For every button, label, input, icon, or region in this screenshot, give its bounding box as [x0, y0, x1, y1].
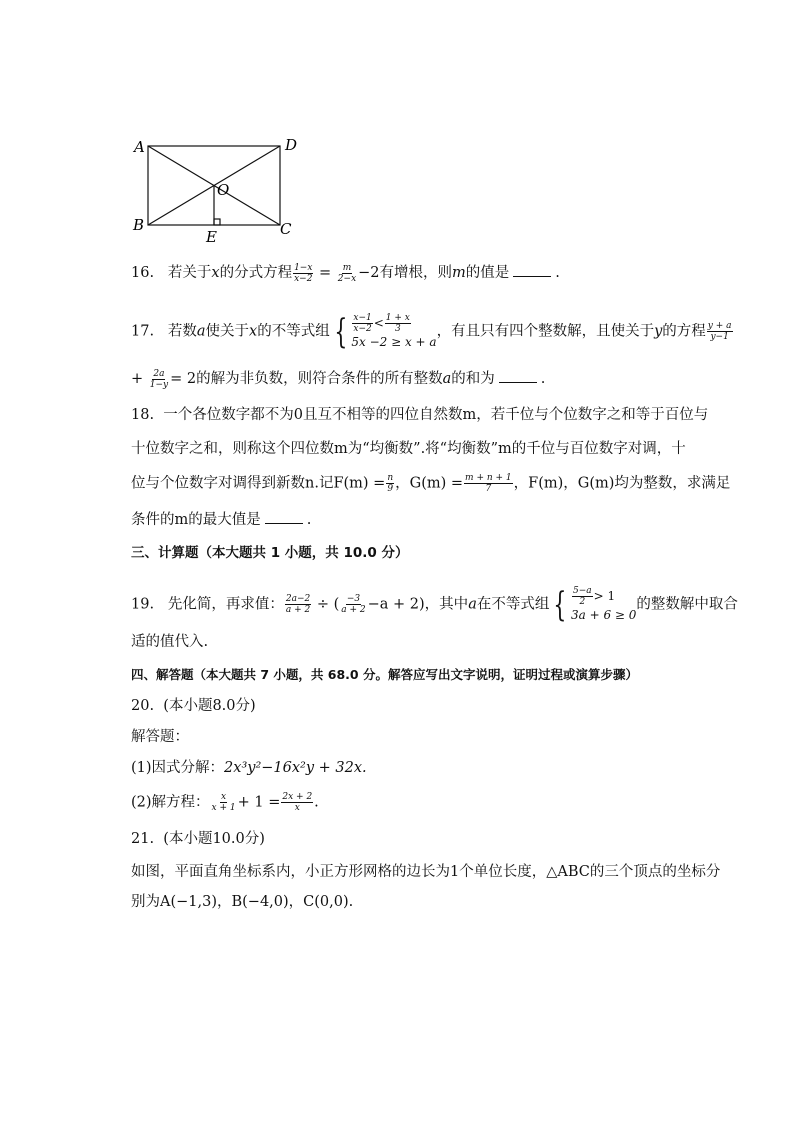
q18-line-3c: ，F(m)，G(m)均为整数，求满足 — [513, 475, 731, 492]
section-3-heading: 三、计算题（本大题共 1 小题，共 10.0 分） — [131, 545, 409, 561]
q16-fraction-2: $\frac{m}{2-x}$ — [337, 262, 357, 284]
q19-div: ÷ ( — [316, 596, 340, 613]
q18-fraction-g: $\frac{m + n + 1}{7}$ — [465, 473, 512, 494]
q16-tail: −2有增根，则 — [358, 265, 453, 281]
q16-var-m: m — [452, 265, 466, 281]
q18-line-2-text: 十位数字之和，则称这个四位数m为“均衡数”.将“均衡数”m的千位与百位数字对调，十 — [131, 441, 686, 457]
q17-var-a: a — [196, 323, 206, 340]
q17-line2-rest: = 2的解为非负数，则符合条件的所有整数 — [170, 371, 443, 387]
q20-score: (本小题8.0分) — [163, 698, 256, 714]
q20-fraction-2: $\frac{2x + 2}{x}$ — [282, 792, 313, 813]
label-e: E — [206, 228, 217, 246]
q17-period: . — [540, 371, 546, 387]
q18-number: 18. — [131, 407, 155, 423]
q17-var-y: y — [654, 323, 663, 340]
q18-line-1: 一个各位数字都不为0且互不相等的四位自然数m，若千位与个位数字之和等于百位与 — [163, 407, 709, 423]
question-16 — [131, 262, 560, 284]
label-d: D — [285, 136, 298, 154]
q21-number: 21. — [131, 831, 155, 847]
question-21-line-2 — [131, 892, 353, 912]
q17-mid4: 的方程 — [662, 323, 706, 340]
question-20-part-1 — [131, 758, 367, 778]
q17-ineq-1: $\frac{x-1}{x-2}$ < $\frac{1 + x}{3}$ — [353, 313, 410, 334]
q16-answer-blank[interactable] — [513, 262, 551, 277]
q17-mid1: 使关于 — [205, 323, 250, 340]
q16-period: . — [555, 265, 560, 281]
question-18 — [131, 405, 708, 425]
q19-ineq-1: $\frac{5-a}{2}$ > 1 — [572, 586, 616, 607]
rectangle-figure — [130, 132, 310, 247]
q18-line-3a: 位与个位数字对调得到新数n.记F(m) = — [131, 475, 386, 492]
q21-line-2-text: 别为A(−1,3)，B(−4,0)，C(0,0). — [131, 894, 354, 910]
q19-pre: 先化简，再求值： — [167, 596, 284, 613]
q19-rest: −a + 2)，其中 — [367, 596, 469, 613]
question-18-line-2 — [131, 439, 686, 459]
q19-tail: 的整数解中取合 — [636, 596, 738, 613]
q21-score: (本小题10.0分) — [163, 831, 265, 847]
q16-number: 16. — [131, 265, 155, 281]
question-19-line-2 — [131, 632, 208, 652]
q17-fraction-e2: $\frac{2a}{1-y}$ — [149, 368, 169, 390]
q17-var-x: x — [249, 323, 258, 340]
q19-mid: 在不等式组 — [476, 596, 550, 613]
question-17-line-2 — [131, 368, 545, 390]
q16-equals: = — [319, 265, 332, 281]
q17-text: 若数 — [167, 323, 197, 340]
question-19 — [131, 586, 738, 623]
question-21-header — [131, 829, 265, 849]
label-a: A — [134, 138, 145, 156]
q19-fraction-b: $\frac{-3}{a + 2}$ — [341, 594, 366, 615]
q17-number: 17. — [131, 323, 155, 340]
q17-var-a-2: a — [442, 371, 452, 387]
q20-p2-pre: (2)解方程： — [131, 794, 210, 811]
question-17 — [131, 313, 734, 350]
question-20-title — [131, 727, 189, 747]
q17-inequality-system — [351, 313, 436, 350]
q17-mid2: 的不等式组 — [257, 323, 330, 340]
q16-end: 的值是 — [465, 265, 510, 281]
q19-ineq-2: 3a + 6 ≥ 0 — [570, 608, 637, 622]
q16-text-mid: 的分式方程 — [219, 265, 293, 281]
q20-p1-expr: 2x³y²−16x²y + 32x. — [224, 760, 367, 776]
q17-line2-rest2: 的和为 — [451, 371, 495, 387]
right-angle-mark — [214, 219, 220, 225]
question-21-line-1 — [131, 862, 720, 882]
label-c: C — [280, 220, 292, 238]
q17-mid3: ，有且只有四个整数解，且使关于 — [436, 323, 655, 340]
q19-inequality-system — [571, 586, 636, 623]
q18-line-4-text: 条件的m的最大值是 — [131, 512, 261, 528]
label-b: B — [133, 216, 145, 234]
q17-answer-blank[interactable] — [499, 368, 537, 383]
q20-p1-pre: (1)因式分解： — [131, 760, 225, 776]
question-18-line-4 — [131, 509, 311, 530]
question-18-line-3 — [131, 473, 730, 494]
q21-line-1-text: 如图，平面直角坐标系内，小正方形网格的边长为1个单位长度，△ABC的三个顶点的坐标分 — [131, 864, 721, 880]
q19-var-a: a — [468, 596, 477, 613]
q18-period: . — [306, 512, 312, 528]
q17-fraction-e: $\frac{y + a}{y-1}$ — [707, 321, 732, 342]
q20-fraction-1: $\frac{x}{x + 1}$ — [211, 792, 236, 813]
q20-number: 20. — [131, 698, 155, 714]
q18-answer-blank[interactable] — [265, 509, 303, 524]
q16-text: 若关于 — [167, 265, 212, 281]
section-4-heading: 四、解答题（本大题共 7 小题，共 68.0 分。解答应写出文字说明，证明过程或演算步骤） — [131, 667, 638, 682]
q17-brace: { — [334, 311, 348, 352]
q17-ineq-2: 5x −2 ≥ x + a — [351, 335, 437, 349]
q18-fraction-f: $\frac{n}{9}$ — [387, 473, 394, 494]
q16-fraction-1: $\frac{1-x}{x-2}$ — [294, 262, 313, 284]
question-20-part-2 — [131, 792, 319, 813]
q19-number: 19. — [131, 596, 155, 613]
q20-title-text: 解答题： — [131, 729, 189, 745]
q20-p2-end: . — [314, 794, 319, 811]
q20-p2-mid: + 1 = — [237, 794, 281, 811]
q19-brace: { — [553, 584, 567, 625]
q18-line-3b: ，G(m) = — [395, 475, 464, 492]
q19-fraction-a: $\frac{2a-2}{a + 2}$ — [285, 594, 311, 615]
label-o: O — [217, 181, 230, 199]
question-20-header — [131, 696, 256, 716]
q19-line-2-text: 适的值代入. — [131, 634, 209, 650]
q17-plus: + — [131, 371, 144, 387]
q16-var-x: x — [211, 265, 220, 281]
